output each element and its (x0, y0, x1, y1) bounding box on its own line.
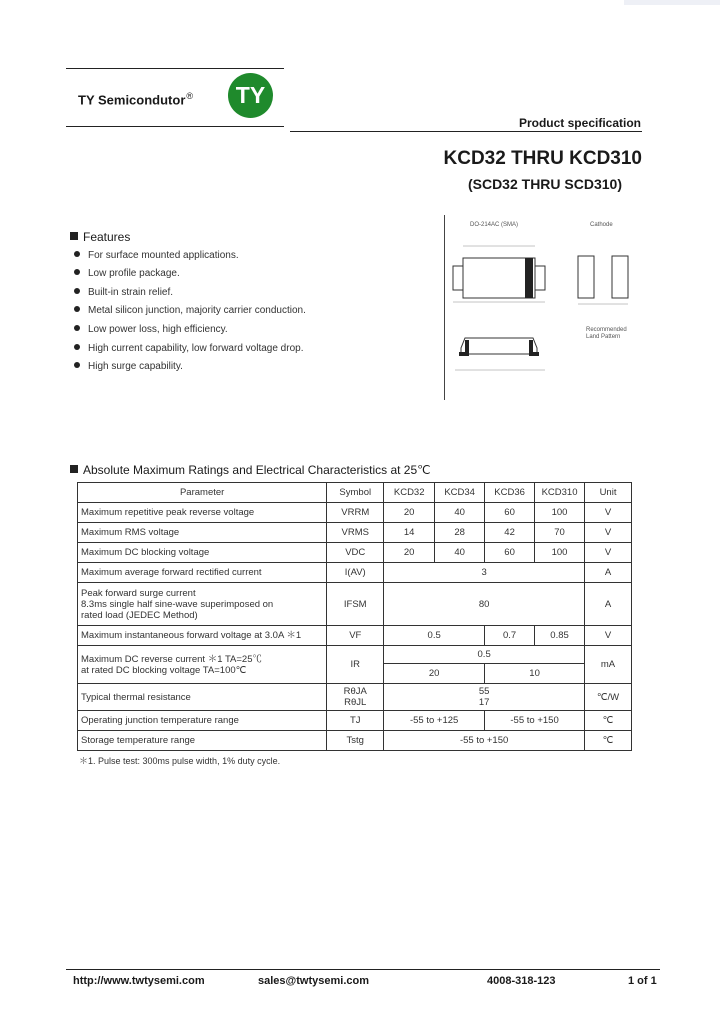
table-row (78, 711, 632, 731)
email-link[interactable]: sales@twtysemi.com (258, 975, 369, 987)
unit-cell: A (585, 563, 632, 583)
value-cell: 28 (435, 523, 485, 543)
bullet-icon (74, 269, 80, 275)
param-cell: Storage temperature range (78, 731, 327, 751)
unit-cell: V (585, 626, 632, 646)
feature-item (74, 268, 180, 279)
column-header: KCD34 (435, 483, 485, 503)
param-cell: Maximum instantaneous forward voltage at 3.0A ＊1 (78, 626, 327, 646)
value-cell: 3 (384, 563, 585, 583)
value-cell: -55 to +150 (384, 731, 585, 751)
spec-rule (290, 131, 642, 132)
footer-rule (66, 969, 660, 970)
value-cell: 0.85 (535, 626, 585, 646)
table-row (78, 523, 632, 543)
phone-number: 4008-318-123 (487, 975, 556, 987)
column-header: KCD310 (535, 483, 585, 503)
package-outline-drawing (445, 230, 635, 400)
value-cell: 20 (384, 543, 435, 563)
param-cell: Typical thermal resistance (78, 684, 327, 711)
package-name: DO-214AC (SMA) (470, 222, 519, 228)
features-heading-text: Features (83, 230, 131, 244)
param-cell (78, 646, 327, 684)
feature-item (74, 324, 228, 335)
value-cell: 100 (535, 543, 585, 563)
feature-text: High current capability, low forward voltage drop. (88, 343, 304, 354)
symbol-line: RθJL (344, 697, 367, 708)
value-cell: 42 (485, 523, 535, 543)
feature-text: For surface mounted applications. (88, 250, 239, 261)
value-cell: -55 to +125 (384, 711, 485, 731)
symbol-cell: VF (327, 626, 384, 646)
feature-text: Low profile package. (88, 268, 180, 279)
land-pattern-label: Recommended Land Pattern (586, 327, 627, 340)
symbol-cell: I(AV) (327, 563, 384, 583)
value-cell: 0.7 (485, 626, 535, 646)
symbol-cell: VRMS (327, 523, 384, 543)
table-row (78, 626, 632, 646)
unit-cell: ℃ (585, 731, 632, 751)
param-cell: Maximum average forward rectified current (78, 563, 327, 583)
param-cell: Operating junction temperature range (78, 711, 327, 731)
website-link[interactable]: http://www.twtysemi.com (73, 975, 205, 987)
table-row (78, 731, 632, 751)
value-cell: 14 (384, 523, 435, 543)
feature-text: High surge capability. (88, 361, 183, 372)
unit-cell: V (585, 523, 632, 543)
feature-item (74, 250, 239, 261)
ratings-heading (70, 463, 431, 477)
param-line: at rated DC blocking voltage TA=100℃ (81, 664, 247, 676)
value-line: 55 (478, 686, 490, 697)
param-cell: Maximum RMS voltage (78, 523, 327, 543)
value-cell: 0.5 (384, 626, 485, 646)
param-line: Maximum DC reverse current ＊1 TA=25℃ (81, 653, 262, 665)
value-cell: 60 (485, 503, 535, 523)
param-cell: Maximum repetitive peak reverse voltage (78, 503, 327, 523)
company-text: TY Semicondutor (78, 92, 186, 108)
value-cell: 10 (485, 664, 585, 684)
value-cell: 0.5 (384, 646, 585, 664)
value-line: 17 (478, 697, 490, 708)
unit-cell: V (585, 543, 632, 563)
symbol-cell: Tstg (327, 731, 384, 751)
feature-item (74, 361, 183, 372)
symbol-cell: TJ (327, 711, 384, 731)
param-cell: Maximum DC blocking voltage (78, 543, 327, 563)
column-header: KCD32 (384, 483, 435, 503)
bullet-square-icon (70, 232, 78, 240)
value-cell: 60 (485, 543, 535, 563)
param-line: rated load (JEDEC Method) (81, 609, 198, 621)
param-cell (78, 583, 327, 626)
column-header: Parameter (78, 483, 327, 503)
symbol-cell: VDC (327, 543, 384, 563)
logo-text: TY (235, 82, 266, 108)
corner-strip (624, 0, 720, 5)
value-cell: -55 to +150 (485, 711, 585, 731)
value-cell: 70 (535, 523, 585, 543)
feature-text: Low power loss, high efficiency. (88, 324, 228, 335)
header-bottom-rule (66, 126, 284, 127)
symbol-line: RθJA (343, 686, 367, 697)
value-cell: 40 (435, 543, 485, 563)
part-subtitle: (SCD32 THRU SCD310) (467, 176, 622, 192)
symbol-cell (327, 684, 384, 711)
ratings-table (77, 482, 632, 751)
page-number: 1 of 1 (628, 975, 657, 987)
feature-text: Metal silicon junction, majority carrier conduction. (88, 305, 306, 316)
cathode-label: Cathode (590, 222, 613, 228)
value-cell: 40 (435, 503, 485, 523)
value-cell: 80 (384, 583, 585, 626)
table-row (78, 503, 632, 523)
table-row (78, 543, 632, 563)
column-header: Symbol (327, 483, 384, 503)
value-cell: 20 (384, 503, 435, 523)
footnote: ＊1. Pulse test: 300ms pulse width, 1% duty cycle. (79, 756, 281, 766)
company-name (78, 91, 193, 107)
bullet-icon (74, 306, 80, 312)
value-cell: 100 (535, 503, 585, 523)
feature-text: Built-in strain relief. (88, 287, 174, 298)
column-header: Unit (585, 483, 632, 503)
bullet-icon (74, 325, 80, 331)
param-line: Peak forward surge current (81, 587, 196, 599)
table-row (78, 684, 632, 711)
table-row (78, 646, 632, 664)
registered-mark: ® (186, 91, 194, 101)
symbol-cell: IR (327, 646, 384, 684)
bullet-icon (74, 344, 80, 350)
value-cell (384, 684, 585, 711)
symbol-cell: IFSM (327, 583, 384, 626)
doc-type: Product specification (518, 116, 641, 130)
column-header: KCD36 (485, 483, 535, 503)
table-row (78, 563, 632, 583)
bullet-square-icon (70, 465, 78, 473)
unit-cell: ℃/W (585, 684, 632, 711)
value-cell: 20 (384, 664, 485, 684)
features-heading (70, 230, 130, 244)
unit-cell: mA (585, 646, 632, 684)
header-top-rule (66, 68, 284, 69)
feature-item (74, 343, 303, 354)
ratings-heading-text: Absolute Maximum Ratings and Electrical Characteristics at 25℃ (83, 463, 431, 477)
bullet-icon (74, 251, 80, 257)
company-logo (228, 73, 273, 118)
feature-item (74, 305, 306, 316)
table-row (78, 583, 632, 626)
symbol-cell: VRRM (327, 503, 384, 523)
table-header-row (78, 483, 632, 503)
part-title: KCD32 THRU KCD310 (443, 148, 642, 169)
bullet-icon (74, 362, 80, 368)
bullet-icon (74, 288, 80, 294)
feature-item (74, 287, 173, 298)
unit-cell: ℃ (585, 711, 632, 731)
unit-cell: A (585, 583, 632, 626)
param-line: 8.3ms single half sine-wave superimposed on (81, 598, 274, 610)
unit-cell: V (585, 503, 632, 523)
